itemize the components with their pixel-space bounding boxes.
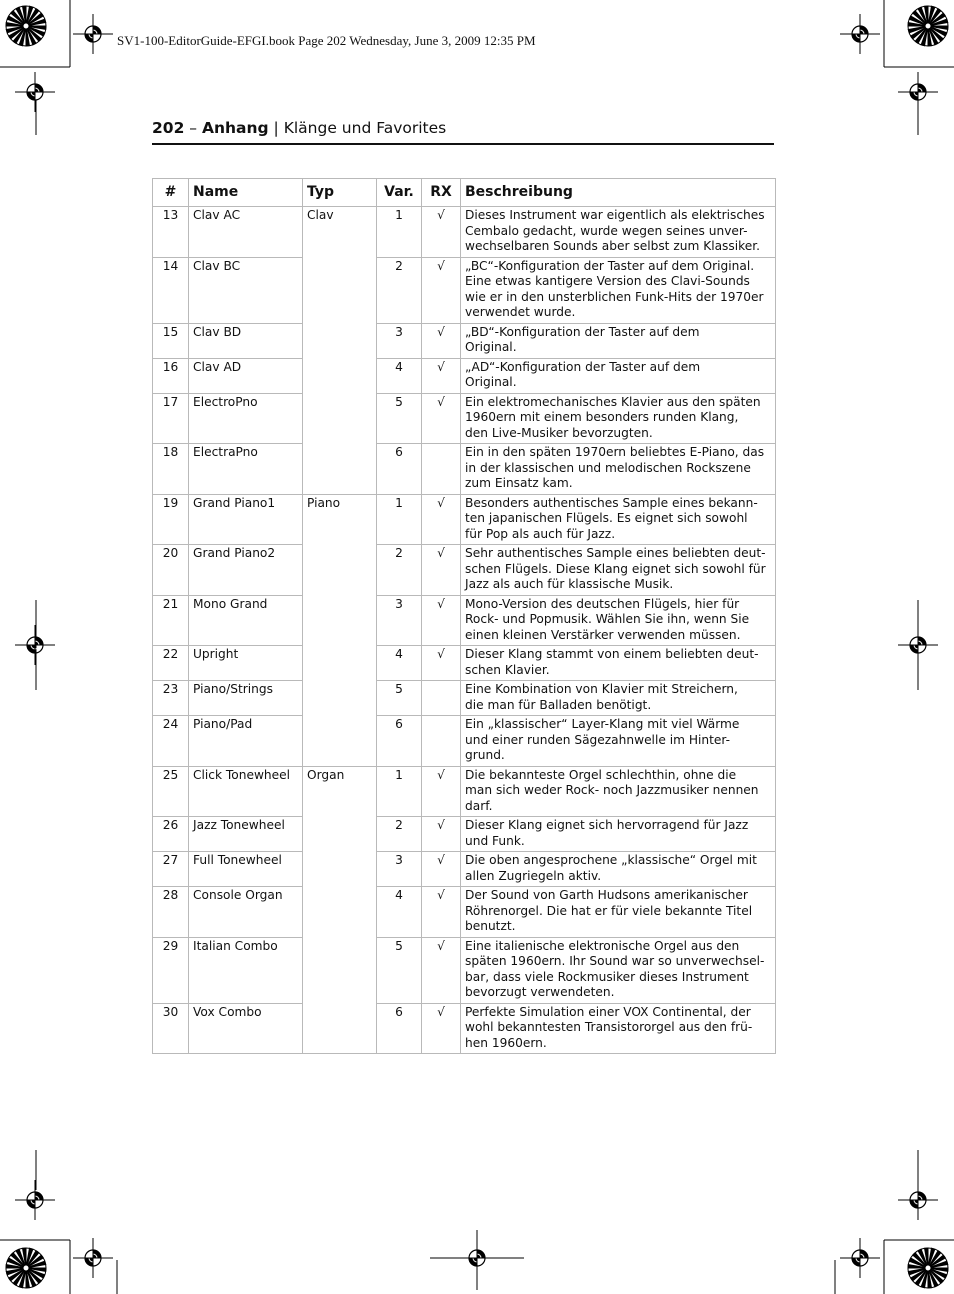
- cell-variation: 3: [377, 852, 422, 887]
- table-row: [153, 716, 776, 767]
- cell-name: Click Tonewheel: [189, 766, 303, 817]
- column-header-description: Beschreibung: [461, 179, 776, 207]
- cell-rx: √: [422, 646, 461, 681]
- cell-variation: 2: [377, 545, 422, 596]
- column-header-name: Name: [189, 179, 303, 207]
- table-row: [153, 494, 776, 545]
- cell-number: 26: [153, 817, 189, 852]
- cell-variation: 5: [377, 393, 422, 444]
- cell-description: Dieses Instrument war eigentlich als elektrisches Cembalo gedacht, wurde wegen seines unver- wechselbaren Sounds aber selbst zum Klassiker.: [461, 207, 776, 258]
- table-body: [153, 207, 776, 1054]
- cell-description: „AD“-Konfiguration der Taster auf dem Original.: [461, 358, 776, 393]
- cell-name: Vox Combo: [189, 1003, 303, 1054]
- cell-description: Der Sound von Garth Hudsons amerikanischer Röhrenorgel. Die hat er für viele bekannte Titel benutzt.: [461, 887, 776, 938]
- cell-description: Eine italienische elektronische Orgel aus den späten 1960ern. Ihr Sound war so unverwechsel- bar, dass viele Rockmusiker dieses Instrument bevorzugt verwendeten.: [461, 937, 776, 1003]
- cell-variation: 2: [377, 817, 422, 852]
- cell-rx: √: [422, 937, 461, 1003]
- registration-mark: [73, 14, 113, 54]
- cell-name: ElectroPno: [189, 393, 303, 444]
- cell-rx: [422, 716, 461, 767]
- cell-rx: [422, 444, 461, 495]
- cell-rx: √: [422, 887, 461, 938]
- registration-mark: [15, 1180, 55, 1220]
- cell-number: 30: [153, 1003, 189, 1054]
- registration-mark: [15, 625, 55, 665]
- cell-description: „BD“-Konfiguration der Taster auf dem Original.: [461, 323, 776, 358]
- registration-mark: [840, 14, 880, 54]
- cell-description: Mono-Version des deutschen Flügels, hier für Rock- und Popmusik. Wählen Sie ihn, wenn Sie einen kleinen Verstärker verwenden müssen.: [461, 595, 776, 646]
- cell-name: ElectraPno: [189, 444, 303, 495]
- cell-number: 29: [153, 937, 189, 1003]
- cell-name: Jazz Tonewheel: [189, 817, 303, 852]
- cell-name: Clav AC: [189, 207, 303, 258]
- column-header-type: Typ: [303, 179, 377, 207]
- cell-number: 15: [153, 323, 189, 358]
- page-number: 202: [152, 119, 185, 137]
- cell-number: 20: [153, 545, 189, 596]
- cell-number: 21: [153, 595, 189, 646]
- cell-name: Grand Piano2: [189, 545, 303, 596]
- registration-mark: [15, 72, 55, 112]
- running-head-separator: |: [268, 119, 284, 137]
- running-head-dash: –: [184, 119, 202, 137]
- cell-description: Besonders authentisches Sample eines bekann- ten japanischen Flügels. Es eignet sich sowohl für Pop als auch für Jazz.: [461, 494, 776, 545]
- cell-rx: √: [422, 817, 461, 852]
- cell-rx: √: [422, 393, 461, 444]
- cell-number: 18: [153, 444, 189, 495]
- column-header-variation: Var.: [377, 179, 422, 207]
- cell-rx: √: [422, 494, 461, 545]
- cell-name: Clav AD: [189, 358, 303, 393]
- cell-variation: 2: [377, 257, 422, 323]
- table-row: [153, 323, 776, 358]
- cell-rx: √: [422, 852, 461, 887]
- cell-rx: √: [422, 545, 461, 596]
- cell-number: 25: [153, 766, 189, 817]
- registration-mark: [73, 1238, 113, 1278]
- cell-variation: 4: [377, 646, 422, 681]
- cell-name: Clav BD: [189, 323, 303, 358]
- cell-number: 24: [153, 716, 189, 767]
- table-row: [153, 887, 776, 938]
- cell-description: Die bekannteste Orgel schlechthin, ohne die man sich weder Rock- noch Jazzmusiker nennen darf.: [461, 766, 776, 817]
- cell-rx: √: [422, 766, 461, 817]
- star-target-mark: [6, 1248, 46, 1288]
- cell-description: Sehr authentisches Sample eines beliebten deut- schen Flügels. Diese Klang eignet sich sowohl für Jazz als auch für klassische Musik.: [461, 545, 776, 596]
- table-row: [153, 1003, 776, 1054]
- cell-number: 22: [153, 646, 189, 681]
- cell-name: Upright: [189, 646, 303, 681]
- cell-description: Perfekte Simulation einer VOX Continental, der wohl bekanntesten Transistororgel aus den frü- hen 1960ern.: [461, 1003, 776, 1054]
- table-row: [153, 545, 776, 596]
- cell-number: 13: [153, 207, 189, 258]
- cell-name: Clav BC: [189, 257, 303, 323]
- cell-description: Ein elektromechanisches Klavier aus den späten 1960ern mit einem besonders runden Klang, den Live-Musiker bevorzugten.: [461, 393, 776, 444]
- cell-description: Dieser Klang eignet sich hervorragend für Jazz und Funk.: [461, 817, 776, 852]
- cell-name: Italian Combo: [189, 937, 303, 1003]
- cell-rx: √: [422, 358, 461, 393]
- cell-name: Console Organ: [189, 887, 303, 938]
- cell-description: Die oben angesprochene „klassische“ Orgel mit allen Zugriegeln aktiv.: [461, 852, 776, 887]
- registration-mark: [898, 625, 938, 665]
- table-row: [153, 358, 776, 393]
- cell-number: 27: [153, 852, 189, 887]
- cell-name: Full Tonewheel: [189, 852, 303, 887]
- cell-variation: 6: [377, 444, 422, 495]
- cell-name: Mono Grand: [189, 595, 303, 646]
- table-row: [153, 646, 776, 681]
- cell-type: Clav: [303, 207, 377, 495]
- star-target-mark: [6, 6, 46, 46]
- cell-description: Eine Kombination von Klavier mit Streichern, die man für Balladen benötigt.: [461, 681, 776, 716]
- cell-number: 17: [153, 393, 189, 444]
- table-row: [153, 852, 776, 887]
- table-row: [153, 595, 776, 646]
- cell-variation: 1: [377, 766, 422, 817]
- table-row: [153, 444, 776, 495]
- cell-variation: 5: [377, 681, 422, 716]
- registration-mark: [898, 72, 938, 112]
- cell-variation: 1: [377, 494, 422, 545]
- cell-number: 19: [153, 494, 189, 545]
- cell-description: „BC“-Konfiguration der Taster auf dem Original. Eine etwas kantigere Version des Clavi-Sounds wie er in den unsterblichen Funk-Hits der 1970er verwendet wurde.: [461, 257, 776, 323]
- cell-name: Piano/Strings: [189, 681, 303, 716]
- table-row: [153, 207, 776, 258]
- table-row: [153, 257, 776, 323]
- table-row: [153, 681, 776, 716]
- cell-name: Piano/Pad: [189, 716, 303, 767]
- table-row: [153, 766, 776, 817]
- cell-variation: 3: [377, 323, 422, 358]
- cell-rx: √: [422, 595, 461, 646]
- cell-variation: 4: [377, 887, 422, 938]
- cell-rx: √: [422, 207, 461, 258]
- cell-number: 16: [153, 358, 189, 393]
- table-row: [153, 817, 776, 852]
- cell-description: Ein „klassischer“ Layer-Klang mit viel Wärme und einer runden Sägezahnwelle im Hinter- grund.: [461, 716, 776, 767]
- cell-variation: 4: [377, 358, 422, 393]
- registration-mark: [898, 1180, 938, 1220]
- table-row: [153, 937, 776, 1003]
- star-target-mark: [908, 6, 948, 46]
- column-header-rx: RX: [422, 179, 461, 207]
- star-target-mark: [908, 1248, 948, 1288]
- registration-mark: [840, 1238, 880, 1278]
- cell-variation: 5: [377, 937, 422, 1003]
- cell-variation: 1: [377, 207, 422, 258]
- section-title: Anhang: [201, 119, 269, 137]
- cell-rx: [422, 681, 461, 716]
- sound-table: [152, 178, 776, 1054]
- cell-rx: √: [422, 257, 461, 323]
- running-head: [152, 119, 774, 145]
- subsection-title: Klänge und Favorites: [283, 119, 447, 137]
- book-file-header: SV1-100-EditorGuide-EFGI.book Page 202 Wednesday, June 3, 2009 12:35 PM: [117, 33, 536, 48]
- table-header-row: [153, 179, 776, 207]
- cell-rx: √: [422, 1003, 461, 1054]
- cell-description: Dieser Klang stammt von einem beliebten deut- schen Klavier.: [461, 646, 776, 681]
- cell-variation: 6: [377, 716, 422, 767]
- cell-number: 28: [153, 887, 189, 938]
- cell-name: Grand Piano1: [189, 494, 303, 545]
- cell-description: Ein in den späten 1970ern beliebtes E-Piano, das in der klassischen und melodischen Rockszene zum Einsatz kam.: [461, 444, 776, 495]
- table-row: [153, 393, 776, 444]
- cell-variation: 3: [377, 595, 422, 646]
- cell-type: Piano: [303, 494, 377, 766]
- column-header-number: #: [153, 179, 189, 207]
- cell-number: 23: [153, 681, 189, 716]
- cell-variation: 6: [377, 1003, 422, 1054]
- cell-number: 14: [153, 257, 189, 323]
- cell-rx: √: [422, 323, 461, 358]
- cell-type: Organ: [303, 766, 377, 1054]
